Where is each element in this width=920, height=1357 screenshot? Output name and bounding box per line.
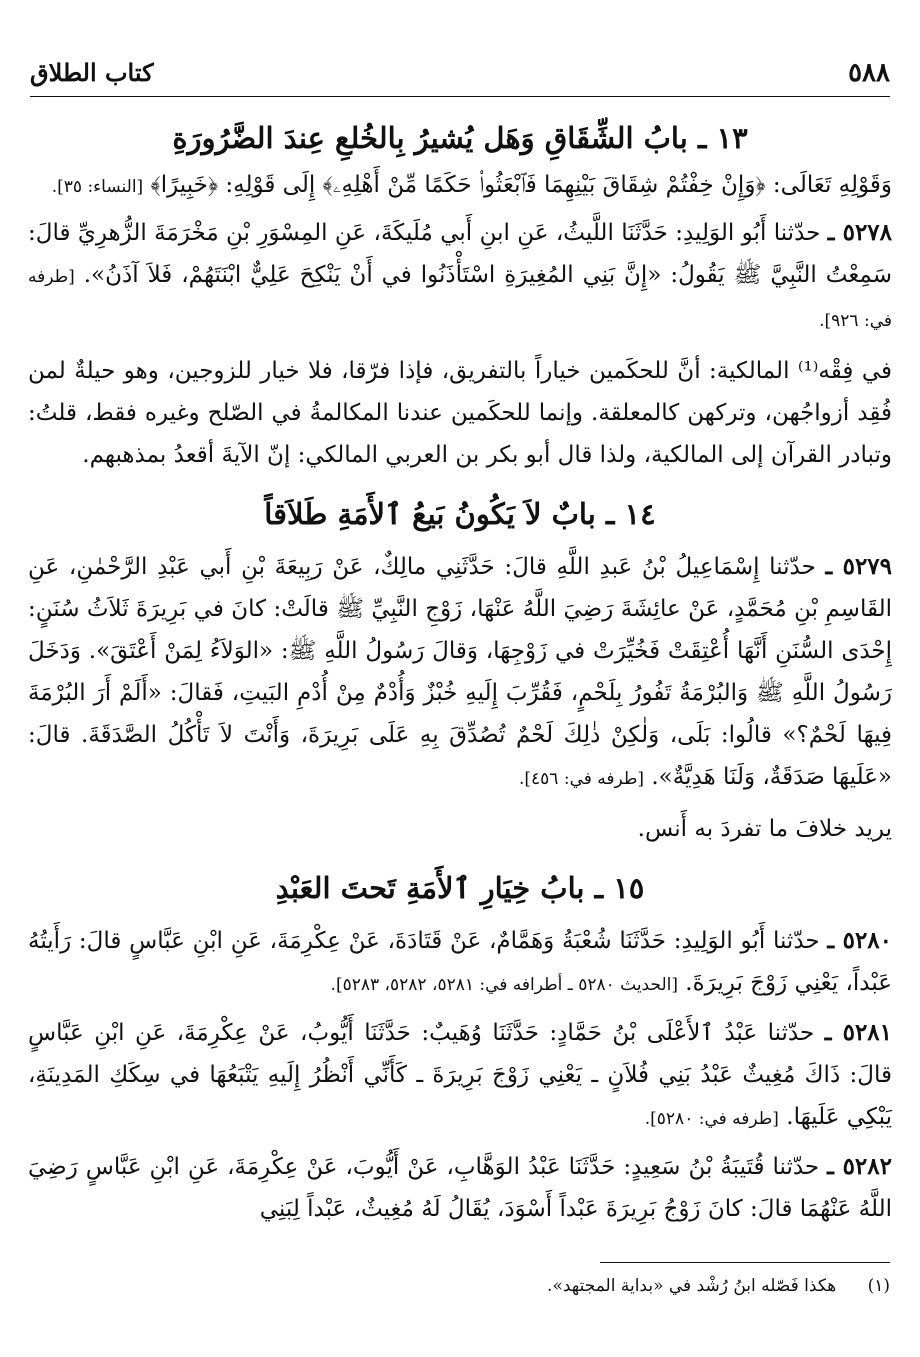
chapter-13-verse: [28, 164, 892, 206]
hadith-5282: [28, 1146, 892, 1230]
hadith-text: حدّثنا قُتَيبَةُ بْنُ سَعِيدٍ: حَدَّثَنَا عَبْدُ الوَهَّابِ، عَنْ أَيُّوبَ، عَنْ عِكْرِمَةَ، عَنِ ابْنِ عَبَّاسٍ رَضِيَ اللَّهُ عَنْهُمَا قالَ: كانَ زَوْجُ بَرِيرَةَ عَبْداً أَسْوَدَ، يُقَالُ لَهُ مُغِيثٌ، عَبْداً لِبَنِي: [28, 1154, 892, 1222]
chapter-15-title: ١٥ ـ بابُ خِيَارِ ٱلأَمَةِ تَحتَ العَبْدِ: [275, 871, 645, 905]
hadith-number: ٥٢٨٠ ـ: [827, 927, 893, 954]
hadith-reference: [طرفه في: ٩٢٦].: [28, 267, 892, 331]
header-rule: [30, 96, 890, 97]
hadith-reference: [طرفه في: ٥٢٨٠].: [644, 1109, 779, 1129]
commentary-note: في فِقْه⁽¹⁾ المالكية: أنَّ للحكَمين خياراً بالتفريق، فإذا فرّقا، فلا خيار للزوجين، وهو حيلةٌ لمن فُقِد أزواجُهن، وتركهن كالمعلقة. وإنما للحكَمين عندنا المكالمةُ في الصّلح وغيره فقط، قلتُ: وتبادر القرآن إلى المالكية، ولذا قال أبو بكر بن العربي المالكي: إنّ الآيةَ أقعدُ بمذهبهم.: [28, 358, 892, 468]
hadith-5281: [28, 1012, 892, 1140]
verse-text: وَقَوْلِهِ تَعَالَى: ﴿وَإِنْ خِفْتُمْ شِقَاقَ بَيْنِهِمَا فَٱبْعَثُوا۟ حَكَمًا مِّنْ أَهْلِهِۦ﴾ إِلَى قَوْلِهِ: ﴿خَبِيرًا﴾: [150, 172, 892, 198]
spacer: [28, 850, 892, 862]
footnote: [30, 1272, 890, 1300]
book-title: كتاب الطلاق: [30, 58, 154, 87]
verse-reference: [النساء: ٣٥].: [51, 177, 144, 197]
hadith-5278: [28, 212, 892, 342]
hadith-5280: [28, 920, 892, 1006]
spacer: [28, 476, 892, 488]
hadith-number: ٥٢٨١ ـ: [824, 1019, 893, 1046]
hadith-reference: [طرفه في: ٤٥٦].: [518, 769, 645, 789]
hadith-text: حدّثنا أَبُو الوَلِيدِ: حَدَّثَنَا شُعْبَةُ وَهَمَّامٌ، عَنْ قَتَادَةَ، عَنْ عِكْرِمَةَ، عَنِ ابْنِ عَبَّاسٍ قالَ: رَأَيتُهُ عَبْداً، يَعْنِي زَوْجَ بَرِيرَةَ.: [28, 928, 892, 996]
chapter-13-title: ١٣ ـ بابُ الشِّقَاقِ وَهَل يُشيرُ بِالخُلعِ عِندَ الضَّرُورَةِ: [172, 121, 748, 155]
commentary-note: يريد خلافَ ما تفردَ به أَنس.: [637, 816, 892, 842]
hadith-number: ٥٢٧٨ ـ: [827, 219, 893, 246]
hadith-reference: [الحديث ٥٢٨٠ ـ أطرافه في: ٥٢٨١، ٥٢٨٢، ٥٢٨٣].: [330, 975, 678, 995]
hadith-text: حدّثنا إِسْمَاعِيلُ بْنُ عَبدِ اللَّهِ قالَ: حَدَّثَنِي مالِكٌ، عَنْ رَبِيعَةَ بْنِ أَبي عَبْدِ الرَّحْمٰنِ، عَنِ القَاسِمِ بْنِ مُحَمَّدٍ، عَنْ عائِشَةَ رَضِيَ اللَّهُ عَنْهَا، زَوْجِ النَّبِيِّ ﷺ قالَتْ: كانَ في بَرِيرَةَ ثَلاَثُ سُنَنٍ: إِحْدَى السُّنَنِ أَنَّهَا أُعْتِقَتْ فَخُيِّرَتْ في زَوْجِهَا، وَقالَ رَسُولُ اللَّهِ ﷺ: «الوَلاَءُ لِمَنْ أَعْتَقَ». وَدَخَلَ رَسُولُ اللَّهِ ﷺ وَالبُرْمَةُ تَفُورُ بِلَحْمٍ، فَقُرِّبَ إِلَيهِ خُبْزٌ وَأُدْمٌ مِنْ أُدْمِ البَيتِ، فَقالَ: «أَلَمْ أَرَ البُرْمَةَ فِيهَا لَحْمٌ؟» قالُوا: بَلَى، وَلٰكِنْ ذٰلِكَ لَحْمٌ تُصُدِّقَ بِهِ عَلَى بَرِيرَةَ، وَأَنْتَ لاَ تَأْكُلُ الصَّدَقَةَ. قالَ: «عَلَيهَا صَدَقَةٌ، وَلَنَا هَدِيَّةٌ».: [28, 554, 892, 790]
hadith-text: حدّثنا أَبُو الوَلِيدِ: حَدَّثَنَا اللَّيثُ، عَنِ ابنِ أَبي مُلَيكَةَ، عَنِ المِسْوَرِ بْنِ مَخْرَمَةَ الزُّهرِيِّ قالَ: سَمِعْتُ النَّبِيَّ ﷺ يَقُولُ: «إِنَّ بَنِي المُغِيرَةِ اسْتَأْذَنُوا في أَنْ يَنْكِحَ عَلِيٌّ ابْنَتَهُمْ، فَلاَ آذَنُ».: [28, 220, 892, 288]
hadith-number: ٥٢٨٢ ـ: [827, 1153, 892, 1180]
hadith-number: ٥٢٧٩ ـ: [825, 553, 893, 580]
hadith-5279: [28, 546, 892, 800]
footnote-number: (١): [867, 1276, 890, 1296]
page-header: [30, 58, 890, 98]
footnote-rule: [600, 1262, 890, 1263]
page-body: [28, 112, 892, 1230]
chapter-14-title: ١٤ ـ بابٌ لاَ يَكُونُ بَيعُ ٱلأَمَةِ طَلاَقاً: [264, 497, 656, 531]
hadith-text: حدّثنا عَبْدُ ٱلأَعْلَى بْنُ حَمَّادٍ: حَدَّثَنَا وُهَيبٌ: حَدَّثَنَا أَيُّوبُ، عَنْ عِكْرِمَةَ، عَنِ ابْنِ عَبَّاسٍ قالَ: ذَاكَ مُغِيثٌ عَبْدُ بَنِي فُلاَنٍ ـ يَعْنِي زَوْجَ بَرِيرَةَ ـ كَأَنِّي أَنْظُرُ إِلَيهِ يَتْبَعُهَا في سِكَكِ المَدِينَةِ، يَبْكِي عَلَيهَا.: [28, 1020, 892, 1130]
page-number: ٥٨٨: [848, 58, 890, 88]
footnote-text: هكذا فَصّله ابنُ رُشْد في «بداية المجتهد».: [547, 1276, 837, 1296]
